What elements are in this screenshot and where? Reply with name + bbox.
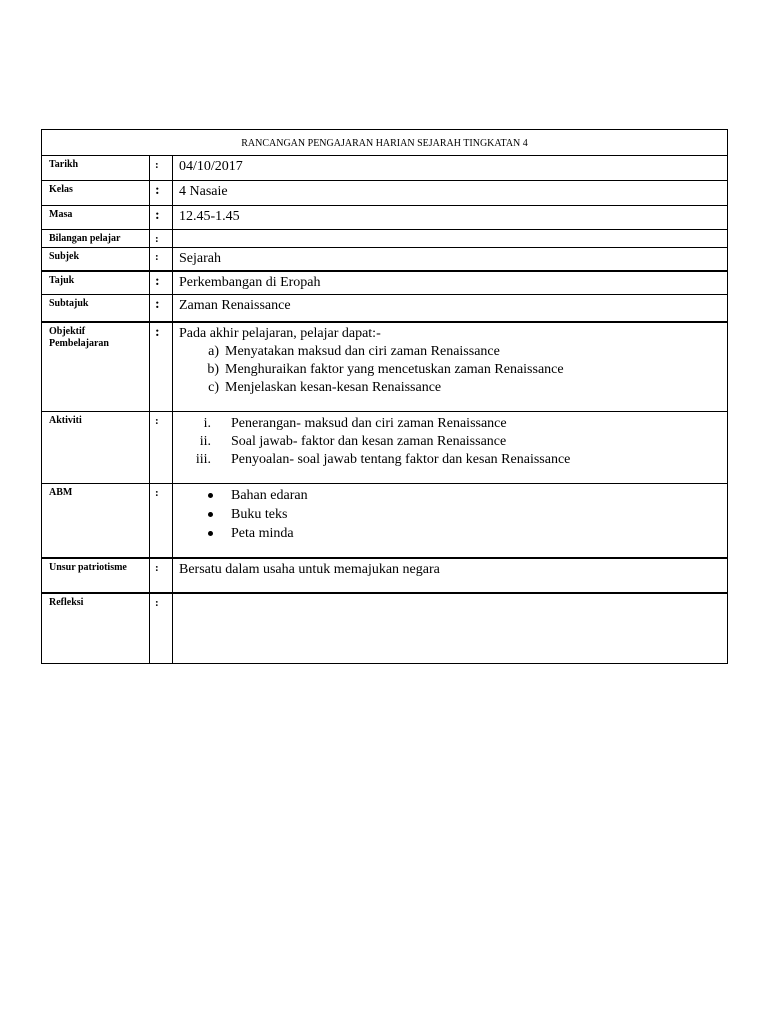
list-item <box>179 361 727 379</box>
objektif-list <box>179 343 727 397</box>
list-text: Bahan edaran <box>231 488 308 503</box>
label-tajuk: Tajuk <box>42 271 150 295</box>
list-text: Peta minda <box>231 526 294 541</box>
colon-separator: : <box>150 271 173 295</box>
aktiviti-list <box>179 415 727 469</box>
colon-separator: : <box>150 412 173 484</box>
list-marker: ii. <box>199 434 211 449</box>
bullet-icon <box>208 493 213 498</box>
list-text: Penerangan- maksud dan ciri zaman Renaissance <box>231 416 507 431</box>
value-kelas: 4 Nasaie <box>173 181 728 206</box>
list-marker: iii. <box>195 452 211 467</box>
label-subtajuk: Subtajuk <box>42 295 150 322</box>
label-refleksi: Refleksi <box>42 593 150 664</box>
value-tarikh: 04/10/2017 <box>173 156 728 181</box>
list-text: Menjelaskan kesan-kesan Renaissance <box>225 379 442 395</box>
label-subjek: Subjek <box>42 248 150 271</box>
colon-separator: : <box>150 593 173 664</box>
colon-separator: : <box>150 295 173 322</box>
colon-separator: : <box>150 322 173 412</box>
list-item <box>179 451 727 469</box>
row-unsur-patriotisme <box>42 558 728 593</box>
value-tajuk: Perkembangan di Eropah <box>173 271 728 295</box>
list-marker: b) <box>207 361 219 377</box>
row-objektif <box>42 322 728 412</box>
colon-separator: : <box>150 181 173 206</box>
list-text: Buku teks <box>231 507 288 522</box>
list-item <box>179 524 727 543</box>
label-abm: ABM <box>42 484 150 558</box>
row-masa <box>42 206 728 230</box>
value-refleksi <box>173 593 728 664</box>
list-marker: c) <box>208 379 219 395</box>
value-bilangan-pelajar <box>173 230 728 248</box>
list-item <box>179 505 727 524</box>
colon-separator: : <box>150 248 173 271</box>
list-item <box>179 433 727 451</box>
value-masa: 12.45-1.45 <box>173 206 728 230</box>
row-kelas <box>42 181 728 206</box>
row-tajuk <box>42 271 728 295</box>
value-objektif <box>173 322 728 412</box>
label-masa: Masa <box>42 206 150 230</box>
colon-separator: : <box>150 484 173 558</box>
label-bilangan-pelajar: Bilangan pelajar <box>42 230 150 248</box>
list-text: Menyatakan maksud dan ciri zaman Renaissance <box>225 343 500 359</box>
list-item <box>179 486 727 505</box>
list-item <box>179 343 727 361</box>
abm-list <box>179 486 727 543</box>
list-text: Menghuraikan faktor yang mencetuskan zaman Renaissance <box>225 361 564 377</box>
label-tarikh: Tarikh <box>42 156 150 181</box>
row-tarikh <box>42 156 728 181</box>
value-aktiviti <box>173 412 728 484</box>
value-subjek: Sejarah <box>173 248 728 271</box>
bullet-icon <box>208 531 213 536</box>
list-item <box>179 415 727 433</box>
row-subjek <box>42 248 728 271</box>
label-kelas: Kelas <box>42 181 150 206</box>
list-marker: i. <box>203 416 211 431</box>
row-aktiviti <box>42 412 728 484</box>
list-item <box>179 379 727 397</box>
list-text: Soal jawab- faktor dan kesan zaman Renaissance <box>231 434 507 449</box>
colon-separator: : <box>150 230 173 248</box>
document-title: RANCANGAN PENGAJARAN HARIAN SEJARAH TINGKATAN 4 <box>42 130 728 156</box>
label-objektif-line2: Pembelajaran <box>49 337 109 349</box>
label-unsur-patriotisme: Unsur patriotisme <box>42 558 150 593</box>
row-abm <box>42 484 728 558</box>
row-subtajuk <box>42 295 728 322</box>
label-objektif-line1: Objektif <box>49 325 86 337</box>
row-refleksi <box>42 593 728 664</box>
value-abm <box>173 484 728 558</box>
list-marker: a) <box>208 343 219 359</box>
value-subtajuk: Zaman Renaissance <box>173 295 728 322</box>
row-bilangan-pelajar <box>42 230 728 248</box>
bullet-icon <box>208 512 213 517</box>
objektif-intro: Pada akhir pelajaran, pelajar dapat:- <box>179 325 381 341</box>
value-unsur-patriotisme: Bersatu dalam usaha untuk memajukan negara <box>173 558 728 593</box>
lesson-plan-table <box>41 129 728 664</box>
list-text: Penyoalan- soal jawab tentang faktor dan kesan Renaissance <box>231 452 571 467</box>
label-objektif <box>42 322 150 412</box>
label-aktiviti: Aktiviti <box>42 412 150 484</box>
colon-separator: : <box>150 206 173 230</box>
colon-separator: : <box>150 156 173 181</box>
colon-separator: : <box>150 558 173 593</box>
